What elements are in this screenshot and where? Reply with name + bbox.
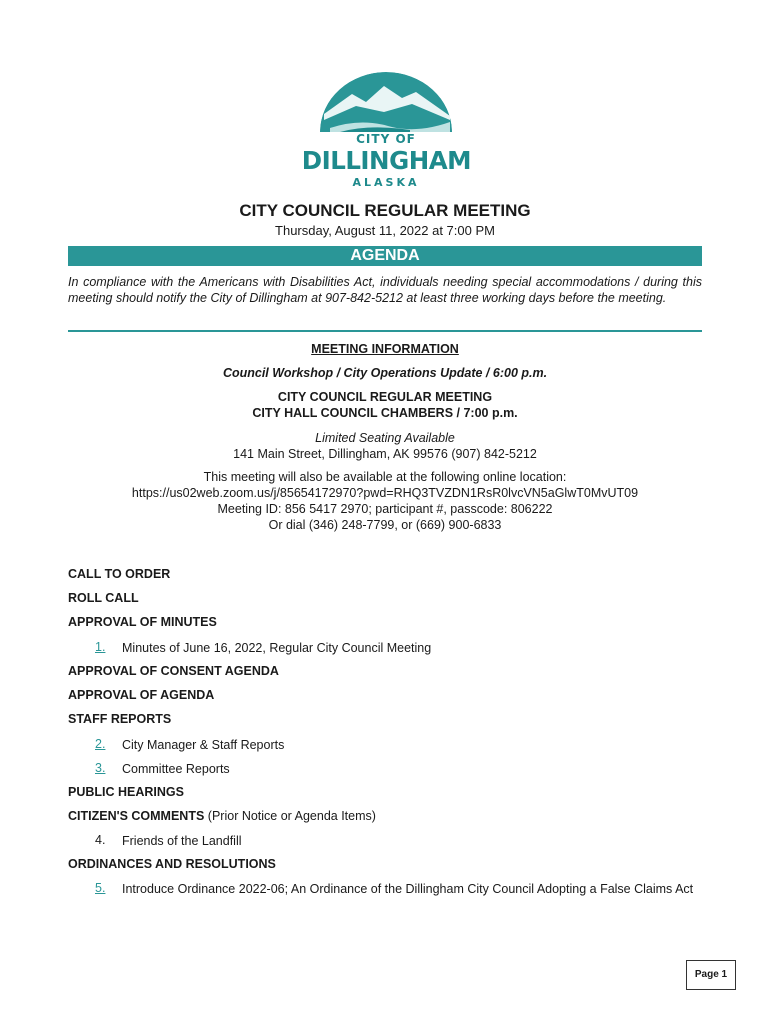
item-text-3: Committee Reports <box>122 762 230 776</box>
page-number: Page 1 <box>686 960 736 990</box>
meeting-info-heading: MEETING INFORMATION <box>311 342 459 356</box>
item-number-4: 4. <box>95 833 106 847</box>
workshop-line: Council Workshop / City Operations Update / 6:00 p.m. <box>222 366 548 380</box>
citizens-comments-label: CITIZEN'S COMMENTS <box>68 809 205 823</box>
logo-line-alaska: ALASKA <box>352 176 420 189</box>
item-text-4: Friends of the Landfill <box>122 834 242 848</box>
citizens-comments-heading <box>68 809 376 823</box>
item-link-3[interactable]: 3. <box>95 761 106 775</box>
call-to-order-heading: CALL TO ORDER <box>68 567 171 581</box>
logo-line-city-of: CITY OF <box>356 132 416 146</box>
agenda-banner: AGENDA <box>68 246 702 266</box>
meeting-date: Thursday, August 11, 2022 at 7:00 PM <box>275 223 495 238</box>
approval-minutes-heading: APPROVAL OF MINUTES <box>68 615 217 629</box>
public-hearings-heading: PUBLIC HEARINGS <box>68 785 184 799</box>
divider <box>68 330 702 332</box>
meeting-id-line: Meeting ID: 856 5417 2970; participant #, passcode: 806222 <box>217 502 553 516</box>
address-line: 141 Main Street, Dillingham, AK 99576 (907) 842-5212 <box>233 447 537 461</box>
city-logo <box>300 72 472 194</box>
item-link-1[interactable]: 1. <box>95 640 106 654</box>
item-text-5: Introduce Ordinance 2022-06; An Ordinance of the Dillingham City Council Adopting a False Claims Act <box>122 882 694 896</box>
item-text-1: Minutes of June 16, 2022, Regular City Council Meeting <box>122 641 432 655</box>
meeting-line: CITY COUNCIL REGULAR MEETING <box>277 390 493 404</box>
online-line: This meeting will also be available at the following online location: <box>203 470 567 484</box>
dial-line: Or dial (346) 248-7799, or (669) 900-6833 <box>268 518 502 532</box>
zoom-link[interactable]: https://us02web.zoom.us/j/85654172970?pwd=RHQ3TVZDN1RsR0lvcVN5aGlwT0MvUT09 <box>131 486 639 500</box>
ada-notice: In compliance with the Americans with Disabilities Act, individuals needing special accommodations / during this meeting should notify the City of Dillingham at 907-842-5212 at least three working days before the meeting. <box>68 275 702 305</box>
page-title: CITY COUNCIL REGULAR MEETING <box>239 201 531 220</box>
approval-consent-heading: APPROVAL OF CONSENT AGENDA <box>68 664 279 678</box>
landscape-logo-icon <box>300 72 472 134</box>
item-text-2: City Manager & Staff Reports <box>122 738 285 752</box>
seating-line: Limited Seating Available <box>315 431 455 445</box>
staff-reports-heading: STAFF REPORTS <box>68 712 172 726</box>
item-link-5[interactable]: 5. <box>95 881 106 895</box>
logo-line-dillingham: DILLINGHAM <box>301 146 472 175</box>
approval-agenda-heading: APPROVAL OF AGENDA <box>68 688 215 702</box>
ordinances-heading: ORDINANCES AND RESOLUTIONS <box>68 857 276 871</box>
item-link-2[interactable]: 2. <box>95 737 106 751</box>
citizens-comments-note: (Prior Notice or Agenda Items) <box>207 809 376 823</box>
roll-call-heading: ROLL CALL <box>68 591 139 605</box>
chambers-line: CITY HALL COUNCIL CHAMBERS / 7:00 p.m. <box>252 406 518 420</box>
